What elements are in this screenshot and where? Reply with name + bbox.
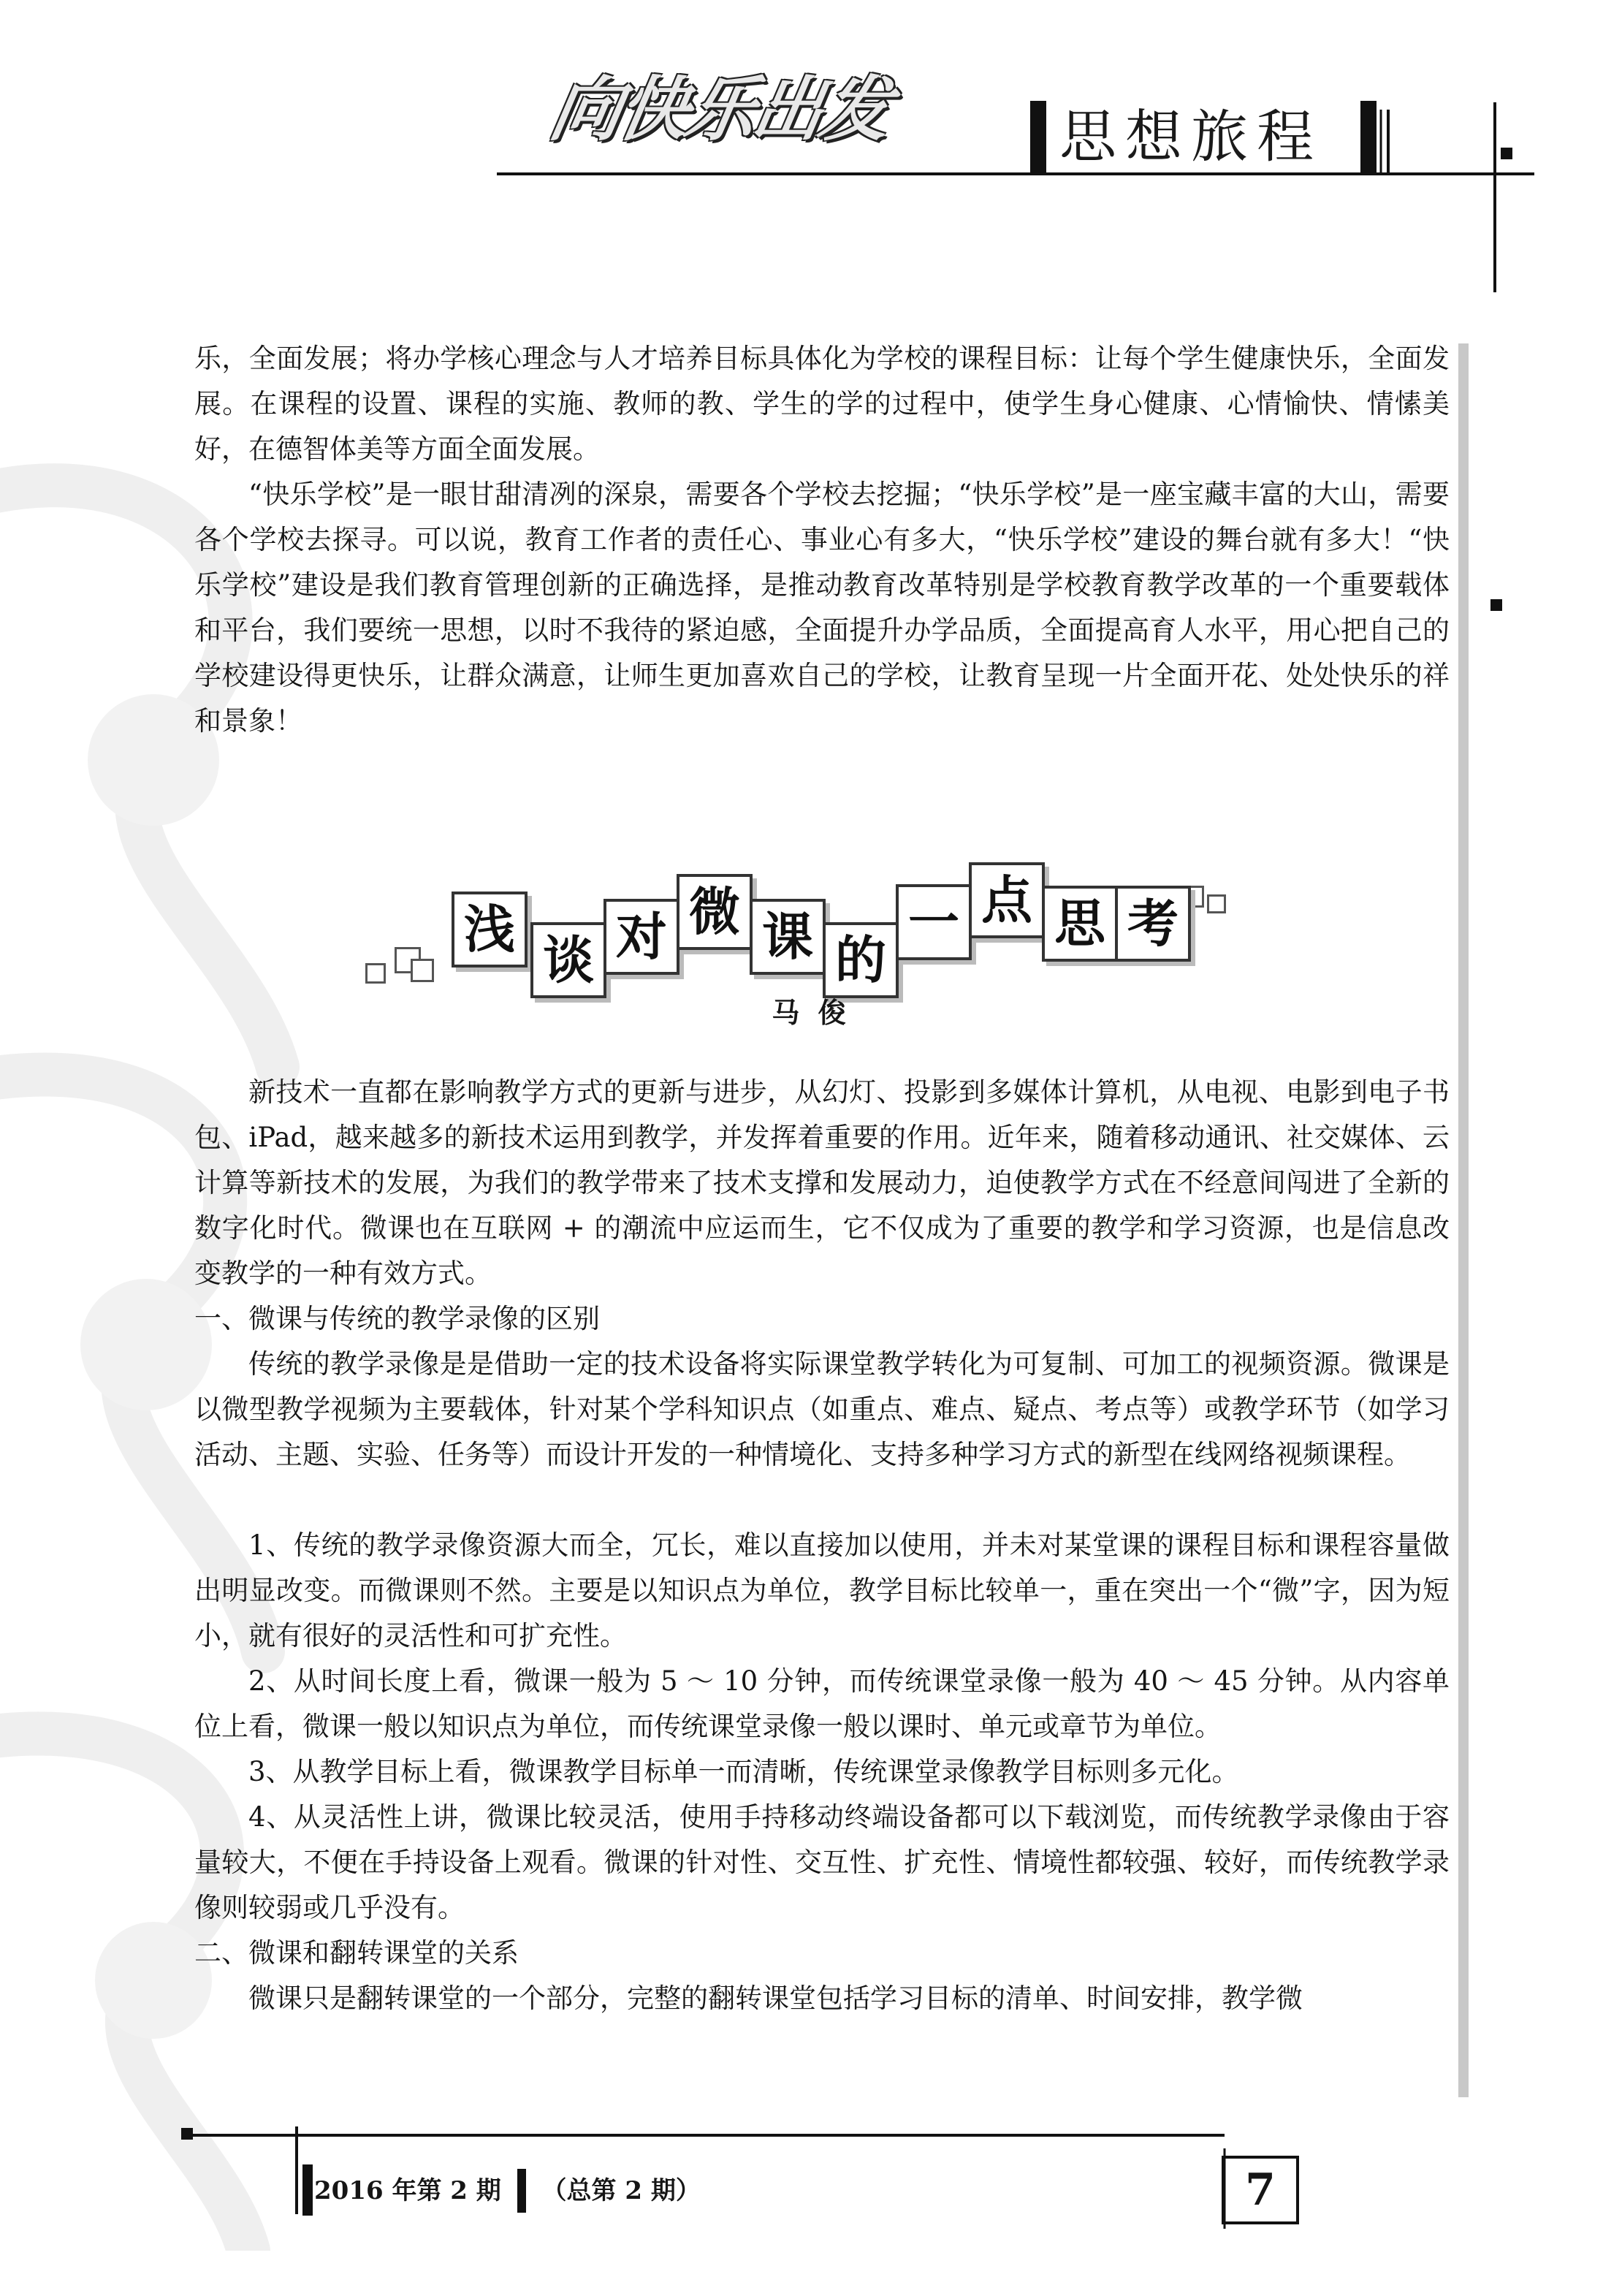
intro-paragraph-2: “快乐学校”是一眼甘甜清冽的深泉，需要各个学校去挖掘；“快乐学校”是一座宝藏丰富的大山，需要各个学校去探寻。可以说，教育工作者的责任心、事业心有多大，“快乐学校”建设的舞台就有多大！“快乐学校”建设是我们教育管理创新的正确选择，是推动教育改革特别是学校教育教学改革的一个重要载体和平台，我们要统一思想，以时不我待的紧迫感，全面提升办学品质，全面提高育人水平，用心把自己的学校建设得更快乐，让群众满意，让师生更加喜欢自己的学校，让教育呈现一片全面开花、处处快乐的祥和景象！: [194, 479, 1450, 737]
magazine-logo: 向快乐出发: [544, 69, 895, 151]
header-square-marker: [1501, 148, 1512, 159]
title-char-5: 课: [750, 899, 826, 975]
section-title: 思想旅程: [1059, 104, 1323, 170]
title-char-4: 微: [677, 874, 753, 950]
page-number: 7: [1222, 2156, 1299, 2224]
comparison-point-3: 3、从教学目标上看，微课教学目标单一而清晰，传统课堂录像教学目标则多元化。: [248, 1756, 1239, 1787]
intro-paragraph-1: 乐，全面发展；将办学核心理念与人才培养目标具体化为学校的课程目标：让每个学生健康快乐，全面发展。在课程的设置、课程的实施、教师的教、学生的学的过程中，使学生身心健康、心情愉快、情愫美好，在德智体美等方面全面发展。: [194, 343, 1450, 465]
title-deco-square: [365, 963, 386, 984]
footer-left-bracket: [302, 2164, 313, 2216]
comparison-point-4: 4、从灵活性上讲，微课比较灵活，使用手持移动终端设备都可以下载浏览，而传统教学录像由于容量较大，不便在手持设备上观看。微课的针对性、交互性、扩充性、情境性都较强、较好，而传统教学录像则较弱或几乎没有。: [194, 1801, 1450, 1923]
footer-frame-lines: [0, 2105, 1622, 2296]
title-char-2: 谈: [530, 922, 606, 998]
title-char-6: 的: [823, 922, 899, 998]
section-heading-1: 一、微课与传统的教学录像的区别: [194, 1303, 600, 1334]
total-issue: （总第 2 期）: [541, 2176, 701, 2205]
right-margin-bar: [1458, 343, 1469, 2097]
title-char-7: 一: [896, 884, 972, 960]
title-char-1: 浅: [452, 892, 528, 968]
section-title-right-bracket: [1360, 101, 1377, 174]
title-deco-square: [411, 959, 434, 982]
title-char-3: 对: [604, 899, 679, 975]
comparison-point-1: 1、传统的教学录像资源大而全，冗长，难以直接加以使用，并未对某堂课的课程目标和课程容量做出明显改变。而微课则不然。主要是以知识点为单位，教学目标比较单一，重在突出一个“微”字，因为短小，就有很好的灵活性和可扩充性。: [194, 1529, 1450, 1651]
footer-square-marker: [181, 2128, 193, 2140]
title-char-9: 思: [1042, 886, 1118, 962]
side-square-marker: [1490, 599, 1502, 611]
article-paragraph-2: 传统的教学录像是是借助一定的技术设备将实际课堂教学转化为可复制、可加工的视频资源。微课是以微型教学视频为主要载体，针对某个学科知识点（如重点、难点、疑点、考点等）或教学环节（如学习活动、主题、实验、任务等）而设计开发的一种情境化、支持多种学习方式的新型在线网络视频课程。: [194, 1348, 1450, 1470]
title-char-10: 考: [1115, 886, 1191, 962]
footer-mid-bracket: [517, 2169, 526, 2213]
comparison-point-2: 2、从时间长度上看，微课一般为 5 ～ 10 分钟，而传统课堂录像一般为 40 ～ 45 分钟。从内容单位上看，微课一般以知识点为单位，而传统课堂录像一般以课时、单元或章节为单位。: [194, 1665, 1450, 1742]
footer-issue-label: [314, 2169, 701, 2213]
article-paragraph-1: 新技术一直都在影响教学方式的更新与进步，从幻灯、投影到多媒体计算机，从电视、电影到电子书包、iPad，越来越多的新技术运用到教学，并发挥着重要的作用。近年来，随着移动通讯、社交媒体、云计算等新技术的发展，为我们的教学带来了技术支撑和发展动力，迫使教学方式在不经意间闯进了全新的数字化时代。微课也在互联网 + 的潮流中应运而生，它不仅成为了重要的教学和学习资源，也是信息改变教学的一种有效方式。: [194, 1076, 1450, 1289]
issue-year: 2016 年第 2 期: [314, 2176, 501, 2205]
title-deco-square: [1207, 894, 1226, 913]
section-heading-2: 二、微课和翻转课堂的关系: [194, 1937, 519, 1969]
article-paragraph-3: 微课只是翻转课堂的一个部分，完整的翻转课堂包括学习目标的清单、时间安排，教学微: [248, 1983, 1303, 2014]
article-author: 马 俊: [772, 997, 850, 1029]
title-char-8: 点: [969, 862, 1045, 938]
